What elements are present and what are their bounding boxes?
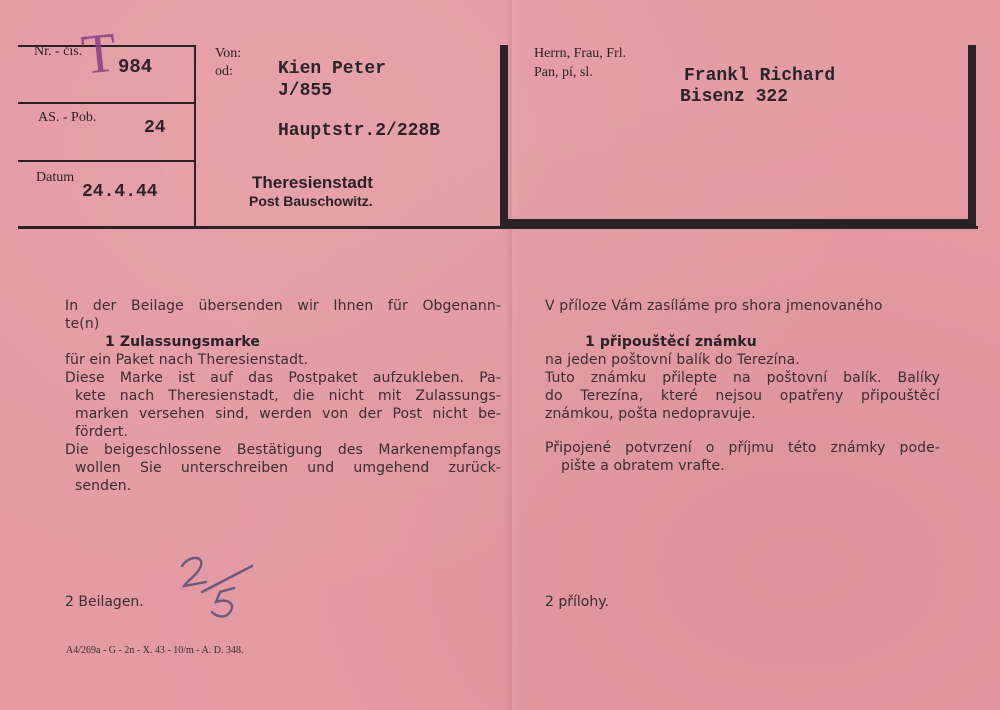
left-box-rule-1 (18, 102, 194, 104)
czech-line1: na jeden poštovní balík do Terezína. (545, 352, 800, 368)
german-line6: Die beigeschlossene Bestätigung des Markenempfangs (65, 442, 501, 458)
czech-spacer-2 (545, 423, 940, 439)
datum-value: 24.4.44 (82, 182, 158, 202)
german-intro-line2: te(n) (65, 316, 100, 332)
czech-intro: V příloze Vám zasíláme pro shora jmenovaného (545, 298, 883, 314)
addressee-label-de: Herrn, Frau, Frl. (534, 46, 627, 61)
german-line5: fördert. (75, 424, 128, 440)
sender-name: Kien Peter (278, 59, 387, 79)
pencil-note-drawing (176, 552, 266, 622)
addressee-box-right (968, 45, 976, 223)
addressee-label-cz: Pan, pí, sl. (534, 65, 593, 80)
german-line2: Diese Marke ist auf das Postpaket aufzukleben. Pa- (65, 370, 501, 386)
stamp-letter: T (78, 21, 120, 87)
nr-label: Nr. - čís. (34, 44, 83, 59)
german-line7: wollen Sie unterschreiben und umgehend zurück- (75, 460, 501, 476)
german-line3: kete nach Theresienstadt, die nicht mit Zulassungs- (75, 388, 501, 404)
as-value: 24 (144, 118, 166, 138)
german-intro-line1: In der Beilage übersenden wir Ihnen für Obgenann- (65, 298, 501, 314)
datum-label: Datum (36, 170, 75, 185)
left-box-rule-2 (18, 160, 194, 162)
czech-spacer (545, 315, 940, 333)
addressee-name: Frankl Richard (684, 66, 836, 86)
od-label: od: (215, 64, 233, 79)
czech-line4: známkou, pošta nedopravuje. (545, 406, 756, 422)
sender-post: Post Bauschowitz. (249, 193, 373, 209)
czech-line3: do Terezína, které nejsou opatřeny připouštěcí (545, 388, 940, 404)
german-line1: für ein Paket nach Theresienstadt. (65, 352, 309, 368)
german-line8: senden. (75, 478, 132, 494)
addressee-box-bottom (500, 219, 976, 227)
form-code: A4/269a - G - 2n - X. 43 - 10/m - A. D. 348. (66, 645, 244, 656)
german-heading: 1 Zulassungsmarke (105, 334, 261, 350)
addressee-box-left (500, 45, 508, 223)
sender-number: J/855 (278, 81, 333, 101)
czech-text (545, 297, 940, 475)
german-enclosures: 2 Beilagen. (65, 594, 144, 610)
left-box-divider (194, 45, 196, 228)
sender-address: Hauptstr.2/228B (278, 121, 441, 141)
pencil-note (176, 552, 266, 622)
von-label: Von: (215, 46, 242, 61)
nr-value: 984 (118, 56, 153, 78)
as-label: AS. - Pob. (38, 110, 97, 125)
czech-enclosures: 2 přílohy. (545, 594, 609, 610)
addressee-address: Bisenz 322 (680, 87, 789, 107)
czech-line2: Tuto známku přilepte na poštovní balík. Balíky (545, 370, 940, 386)
german-text (65, 297, 501, 495)
czech-line5: Připojené potvrzení o příjmu této známky pode- (545, 440, 940, 456)
sender-city: Theresienstadt (252, 173, 373, 192)
czech-heading: 1 připouštěcí známku (585, 334, 757, 350)
german-line4: marken versehen sind, werden von der Post nicht be- (75, 406, 501, 422)
czech-line6: pište a obratem vrafte. (561, 458, 725, 474)
